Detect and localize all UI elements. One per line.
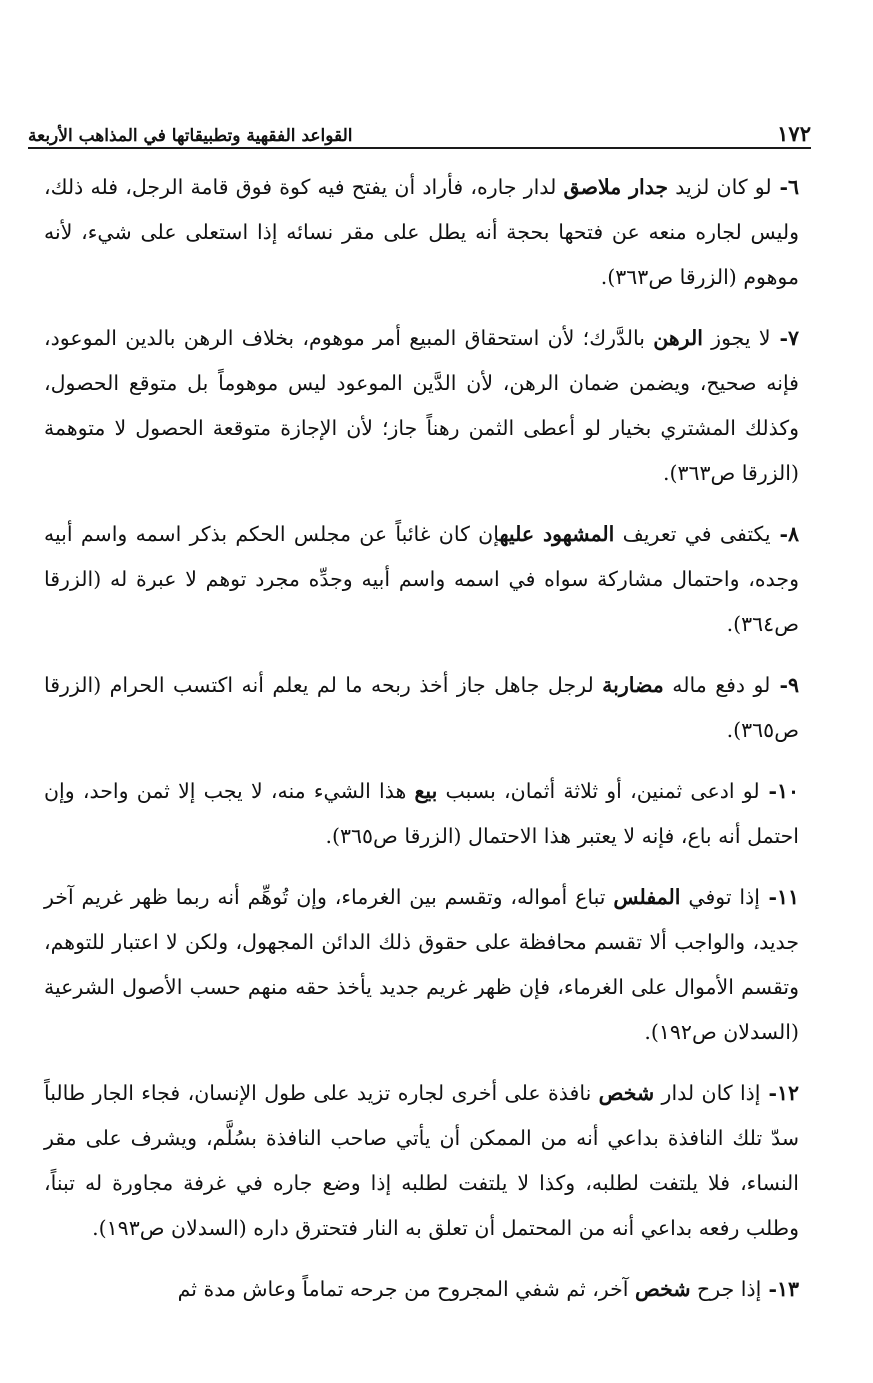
paragraph-text: لا يجوز — [702, 326, 771, 350]
paragraph-text: إذا جرح — [690, 1277, 762, 1301]
body-text — [44, 165, 799, 1328]
paragraph-text: لدار جاره، فأراد أن يفتح فيه كوة فوق قامة الرجل، فله ذلك، وليس لجاره منعه عن فتحها بحجة أنه يطل على مقر نسائه إذا استعلى على شيء، لأنه موهوم (الزرقا ص٣٦٣). — [44, 175, 799, 289]
paragraph-text: آخر، ثم شفي المجروح من جرحه تماماً وعاش مدة ثم — [177, 1277, 635, 1301]
paragraph-number: ١١- — [759, 885, 799, 909]
paragraph-keyword: المشهود عليه — [499, 522, 615, 546]
paragraph-text: لو كان لزيد — [668, 175, 772, 199]
paragraph-12 — [44, 1071, 799, 1251]
paragraph-number: ٧- — [770, 326, 799, 350]
paragraph-text: لو ادعى ثمنين، أو ثلاثة أثمان، بسبب — [437, 779, 760, 803]
paragraph-8 — [44, 512, 799, 647]
paragraph-number: ٨- — [770, 522, 800, 546]
paragraph-text: نافذة على أخرى لجاره تزيد على طول الإنسان، فجاء الجار طالباً سدّ تلك النافذة بداعي أنه من الممكن أن يأتي صاحب النافذة بسُلَّم، ويشرف على مقر النساء، فلا يلتفت لطلبه، وكذا لا يلتفت لطلبه إذا وضع جاره في غرفة مجاورة له تبناً، وطلب رفعه بداعي أنه من المحتمل أن تعلق به النار فتحترق داره (السدلان ص١٩٣). — [44, 1081, 799, 1240]
paragraph-text: لو دفع ماله — [663, 673, 771, 697]
paragraph-text: تباع أمواله، وتقسم بين الغرماء، وإن تُوهِّم أنه ربما ظهر غريم آخر جديد، والواجب ألا تقسم محافظة على حقوق ذلك الدائن المجهول، ولكن لا اعتبار للتوهم، وتقسم الأموال على الغرماء، فإن ظهر غريم جديد يأخذ حقه منهم حسب الأصول الشرعية (السدلان ص١٩٢). — [44, 885, 799, 1044]
paragraph-number: ٦- — [771, 175, 799, 199]
paragraph-keyword: المفلس — [613, 885, 681, 909]
paragraph-10 — [44, 769, 799, 859]
paragraph-text: إن كان غائباً عن مجلس الحكم بذكر اسمه واسم أبيه وجده، واحتمال مشاركة سواه في اسمه واسم أبيه وجدِّه مجرد توهم لا عبرة له (الزرقا ص٣٦٤). — [44, 522, 799, 636]
paragraph-keyword: مضاربة — [602, 673, 664, 697]
paragraph-number: ٩- — [770, 673, 799, 697]
paragraph-11 — [44, 875, 799, 1055]
paragraph-keyword: شخص — [598, 1081, 655, 1105]
paragraph-text: هذا الشيء منه، لا يجب إلا ثمن واحد، وإن احتمل أنه باع، فإنه لا يعتبر هذا الاحتمال (الزرقا ص٣٦٥). — [44, 779, 799, 848]
paragraph-7 — [44, 316, 799, 496]
paragraph-number: ١٠- — [759, 779, 799, 803]
paragraph-text: يكتفى في تعريف — [614, 522, 771, 546]
paragraph-keyword: جدار ملاصق — [563, 175, 669, 199]
paragraph-keyword: بيع — [414, 779, 438, 803]
paragraph-text: لرجل جاهل جاز أخذ ربحه ما لم يعلم أنه اكتسب الحرام (الزرقا ص٣٦٥). — [44, 673, 799, 742]
running-title: القواعد الفقهية وتطبيقاتها في المذاهب الأربعة — [28, 126, 353, 146]
paragraph-keyword: الرهن — [653, 326, 703, 350]
paragraph-13 — [44, 1267, 799, 1312]
paragraph-keyword: شخص — [635, 1277, 691, 1301]
paragraph-text: بالدَّرك؛ لأن استحقاق المبيع أمر موهوم، بخلاف الرهن بالدين الموعود، فإنه صحيح، ويضمن ضمان الرهن، لأن الدَّين الموعود ليس موهوماً بل متوقع الحصول، وكذلك المشتري بخيار لو أعطى الثمن رهناً جاز؛ لأن الإجازة متوقعة الحصول لا متوهمة (الزرقا ص٣٦٣). — [44, 326, 799, 485]
paragraph-text: إذا توفي — [680, 885, 760, 909]
paragraph-6 — [44, 165, 799, 300]
paragraph-number: ١٣- — [761, 1277, 799, 1301]
page-header — [28, 112, 811, 146]
page-number: ١٧٢ — [777, 121, 811, 146]
header-rule — [28, 147, 811, 149]
paragraph-text: إذا كان لدار — [654, 1081, 761, 1105]
paragraph-number: ١٢- — [760, 1081, 799, 1105]
paragraph-9 — [44, 663, 799, 753]
